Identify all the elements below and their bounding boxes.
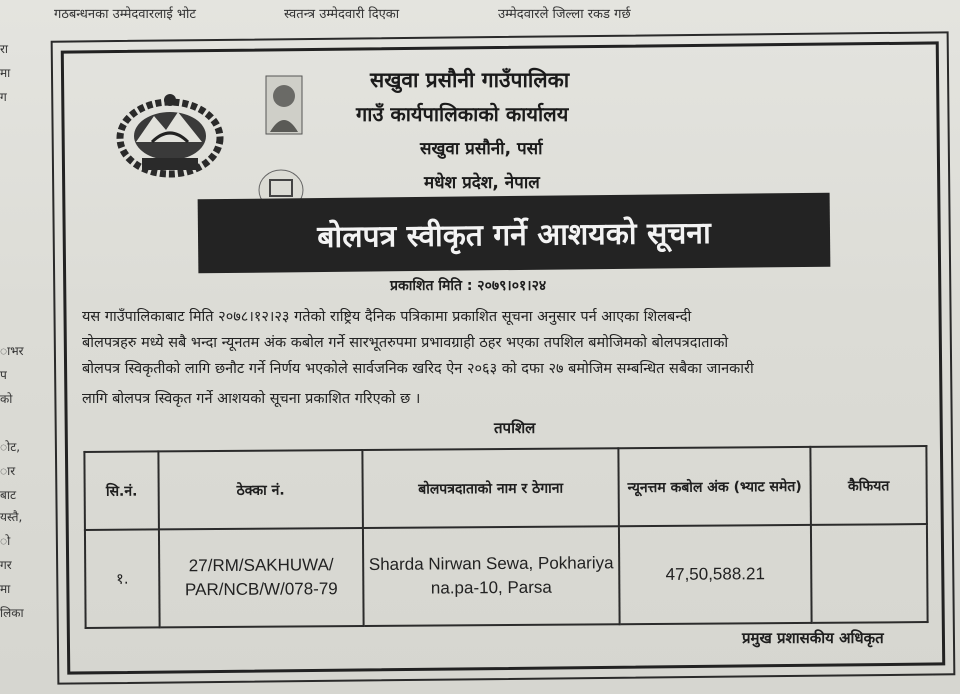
adjacent-fragment: ोट, [0,440,21,454]
portrait-seal-icon [264,74,304,136]
adjacent-fragment: ग [0,90,7,104]
adjacent-fragment: यस्तै, [0,510,23,524]
adjacent-left-column [0,30,40,694]
col-header-amount: न्यूनत्तम कबोल अंक (भ्याट समेत) [618,447,811,526]
notice-body-line: बोलपत्र स्विकृतीको लागि छनौट गर्ने निर्णय भएकोले सार्वजनिक खरिद ऐन २०६३ को दफा २७ बमोजिम सम्बन्धित सबैका जानकारी [82,361,754,377]
adjacent-fragment: बाट [0,488,17,502]
notice-body-line: लागि बोलपत्र स्विकृत गर्ने आशयको सूचना प्रकाशित गरिएको छ । [82,391,421,407]
office-address: सखुवा प्रसौनी, पर्सा [420,139,543,159]
adjacent-fragment: ो [0,534,11,548]
adjacent-text-2: स्वतन्त्र उम्मेदवारी दिएका [284,7,400,22]
nepal-emblem-icon [112,86,228,182]
notice-body-line: बोलपत्रहरु मध्ये सबै भन्दा न्यूनतम अंक कबोल गर्ने सारभूतरुपमा प्रभावग्राही ठहर भएका तपशिल बमोजिमको बोलपत्रदाताको [82,335,729,351]
adjacent-fragment: मा [0,66,11,80]
adjacent-column-header [0,4,960,30]
adjacent-fragment: ार [0,464,16,478]
notice-title-banner [198,193,831,274]
col-header-remarks: कैफियत [810,446,927,525]
cell-bidder: Sharda Nirwan Sewa, Pokhariya na.pa-10, Parsa [363,526,620,626]
adjacent-fragment: रा [0,42,9,56]
cell-sn: १. [85,529,160,628]
adjacent-text-1: गठबन्धनका उम्मेदवारलाई भोट [54,7,196,22]
col-header-sn: सि.नं. [84,451,159,530]
bid-table [83,445,928,629]
table-title: तपशिल [494,419,536,437]
table-header-row [84,446,927,530]
notice-body-line: यस गाउँपालिकाबाट मिति २०७८।१२।२३ गतेको राष्ट्रिय दैनिक पत्रिकामा प्रकाशित सूचना अनुसार पर्न आएका शिलबन्दी [82,309,692,325]
cell-amount: 47,50,588.21 [619,525,812,624]
col-header-contract: ठेक्का नं. [158,450,363,529]
office-name: सखुवा प्रसौनी गाउँपालिका [370,68,570,92]
signature-title: प्रमुख प्रशासकीय अधिकृत [742,629,884,647]
office-subtitle: गाउँ कार्यपालिकाको कार्यालय [356,102,569,126]
office-province: मधेश प्रदेश, नेपाल [424,173,540,193]
adjacent-fragment: ाभर [0,344,24,358]
cell-contract-no: 27/RM/SAKHUWA/ PAR/NCB/W/078-79 [159,528,364,627]
adjacent-fragment: मा [0,582,11,596]
adjacent-fragment: को [0,392,13,406]
table-row [85,524,928,628]
col-header-bidder: बोलपत्रदाताको नाम र ठेगाना [362,448,619,528]
adjacent-fragment: प [0,368,7,382]
adjacent-text-3: उम्मेदवारले जिल्ला रकड गर्छ [498,7,631,22]
published-date: प्रकाशित मिति : २०७९।०१।२४ [390,278,547,294]
adjacent-fragment: गर [0,558,12,572]
notice-title: बोलपत्र स्वीकृत गर्ने आशयको सूचना [317,215,711,255]
adjacent-fragment: लिका [0,606,24,620]
cell-remarks [811,524,928,623]
